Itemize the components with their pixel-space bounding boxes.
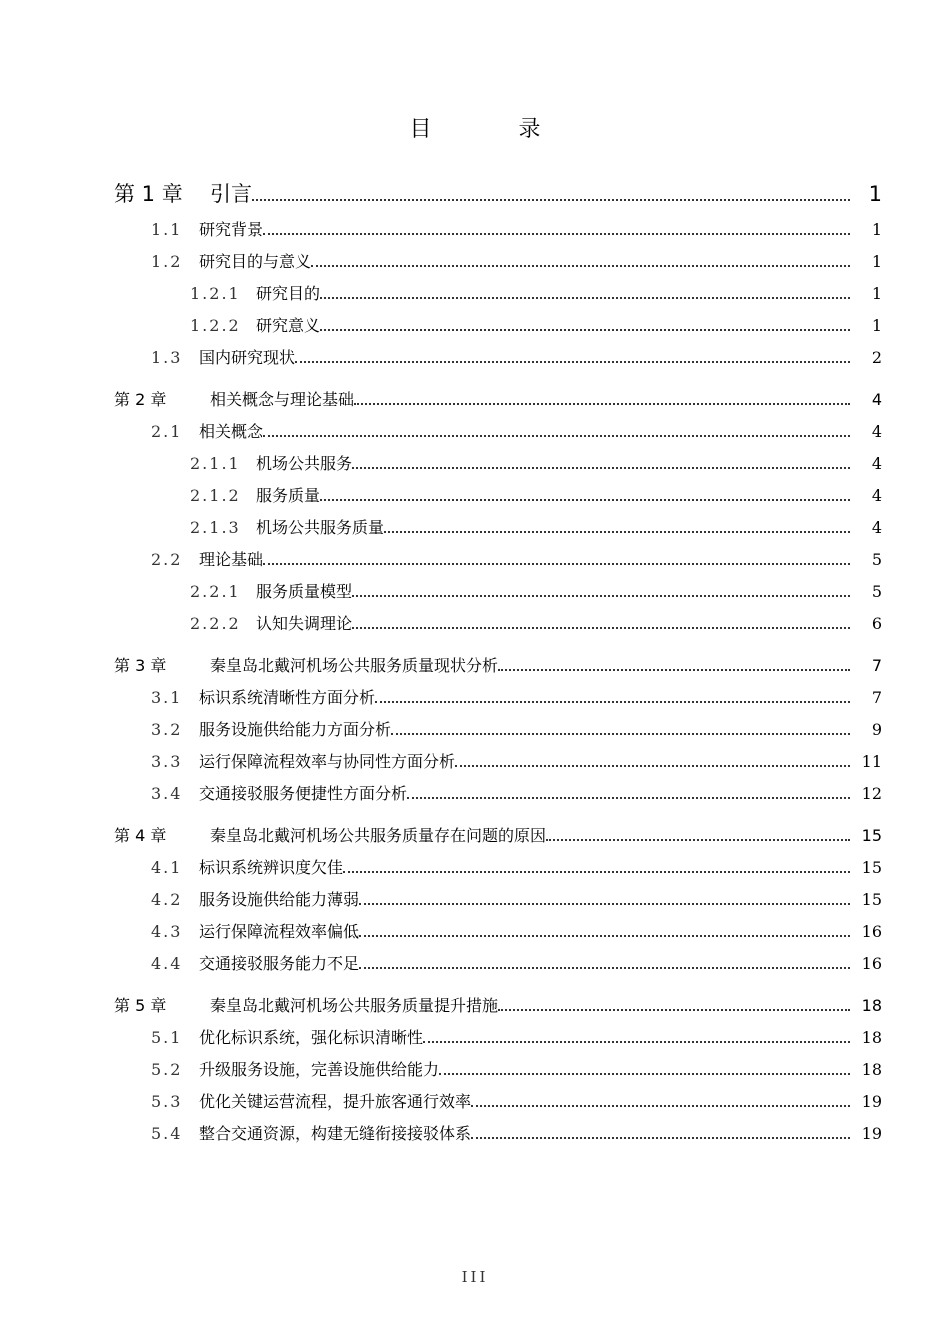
toc-entry-number: 1.2.2	[190, 316, 241, 335]
toc-leader-dots	[471, 1105, 850, 1107]
toc-entry-page: 15	[861, 890, 882, 909]
toc-leader-dots	[343, 871, 850, 873]
toc-leader-dots	[263, 435, 850, 437]
toc-entry-page: 18	[861, 1028, 882, 1047]
toc-subsection-entry[interactable]	[0, 308, 950, 336]
toc-leader-dots	[375, 701, 850, 703]
toc-leader-dots	[359, 935, 850, 937]
toc-entry-number: 2.1	[151, 422, 183, 441]
toc-leader-dots	[320, 329, 850, 331]
toc-section-entry[interactable]	[0, 1084, 950, 1112]
toc-entry-page: 5	[871, 582, 882, 601]
toc-chapter-entry[interactable]	[0, 178, 950, 206]
toc-leader-dots	[252, 199, 850, 201]
toc-entry-number: 3.2	[151, 720, 183, 739]
toc-entry-page: 2	[871, 348, 882, 367]
toc-entry-title: 机场公共服务	[256, 454, 353, 473]
toc-entry-page: 5	[871, 550, 882, 569]
toc-chapter-entry[interactable]	[0, 648, 950, 676]
toc-section-entry[interactable]	[0, 414, 950, 442]
toc-entry-number: 4.1	[151, 858, 183, 877]
toc-entry-number: 第 2 章	[114, 390, 167, 409]
toc-entry-number: 5.2	[151, 1060, 183, 1079]
page-number-footer: III	[461, 1268, 489, 1286]
toc-entry-page: 4	[871, 422, 882, 441]
toc-entry-number: 5.1	[151, 1028, 183, 1047]
toc-entry-title: 运行保障流程效率偏低	[199, 922, 360, 941]
toc-leader-dots	[384, 531, 850, 533]
toc-section-entry[interactable]	[0, 850, 950, 878]
toc-entry-page: 12	[861, 784, 882, 803]
toc-entry-title: 机场公共服务质量	[256, 518, 385, 537]
toc-entry-page: 7	[871, 688, 882, 707]
toc-entry-title: 升级服务设施，完善设施供给能力	[199, 1060, 440, 1079]
toc-entry-number: 1.1	[151, 220, 183, 239]
toc-entry-title: 秦皇岛北戴河机场公共服务质量现状分析	[210, 656, 499, 675]
toc-entry-title: 相关概念与理论基础	[210, 390, 355, 409]
toc-entry-page: 1	[871, 284, 882, 303]
toc-leader-dots	[391, 733, 850, 735]
toc-entry-title: 交通接驳服务便捷性方面分析	[199, 784, 408, 803]
toc-entry-page: 19	[861, 1124, 882, 1143]
toc-entry-number: 5.3	[151, 1092, 183, 1111]
toc-entry-title: 引言	[210, 182, 252, 206]
toc-entry-page: 15	[861, 826, 882, 845]
toc-subsection-entry[interactable]	[0, 574, 950, 602]
toc-entry-number: 2.2	[151, 550, 183, 569]
toc-subsection-entry[interactable]	[0, 478, 950, 506]
toc-section-entry[interactable]	[0, 914, 950, 942]
toc-entry-title: 服务质量模型	[256, 582, 353, 601]
toc-leader-dots	[423, 1041, 850, 1043]
toc-leader-dots	[263, 233, 850, 235]
toc-leader-dots	[320, 499, 850, 501]
toc-leader-dots	[352, 627, 850, 629]
toc-entry-number: 4.4	[151, 954, 183, 973]
toc-entry-title: 标识系统清晰性方面分析	[199, 688, 376, 707]
toc-leader-dots	[359, 903, 850, 905]
toc-section-entry[interactable]	[0, 1020, 950, 1048]
toc-entry-page: 9	[871, 720, 882, 739]
toc-entry-page: 4	[871, 486, 882, 505]
toc-section-entry[interactable]	[0, 340, 950, 368]
toc-leader-dots	[498, 1009, 850, 1011]
toc-entry-title: 国内研究现状	[199, 348, 296, 367]
toc-entry-page: 7	[871, 656, 882, 675]
toc-entry-number: 1.2.1	[190, 284, 241, 303]
toc-section-entry[interactable]	[0, 1052, 950, 1080]
toc-entry-page: 1	[871, 316, 882, 335]
toc-entry-title: 运行保障流程效率与协同性方面分析	[199, 752, 456, 771]
toc-entry-page: 19	[861, 1092, 882, 1111]
toc-entry-title: 研究背景	[199, 220, 264, 239]
toc-entry-number: 2.2.1	[190, 582, 241, 601]
toc-leader-dots	[354, 403, 850, 405]
toc-entry-title: 认知失调理论	[256, 614, 353, 633]
toc-entry-page: 1	[871, 220, 882, 239]
toc-entry-title: 服务设施供给能力薄弱	[199, 890, 360, 909]
toc-entry-title: 服务质量	[256, 486, 321, 505]
toc-section-entry[interactable]	[0, 744, 950, 772]
toc-entry-page: 15	[861, 858, 882, 877]
toc-entry-number: 2.1.1	[190, 454, 241, 473]
toc-entry-page: 11	[861, 752, 882, 771]
toc-entry-title: 秦皇岛北戴河机场公共服务质量提升措施	[210, 996, 499, 1015]
toc-chapter-entry[interactable]	[0, 988, 950, 1016]
toc-leader-dots	[263, 563, 850, 565]
toc-leader-dots	[359, 967, 850, 969]
toc-section-entry[interactable]	[0, 776, 950, 804]
toc-entry-number: 5.4	[151, 1124, 183, 1143]
toc-entry-number: 2.1.3	[190, 518, 241, 537]
toc-entry-title: 交通接驳服务能力不足	[199, 954, 360, 973]
toc-entry-title: 优化关键运营流程，提升旅客通行效率	[199, 1092, 472, 1111]
toc-entry-number: 2.2.2	[190, 614, 241, 633]
toc-entry-page: 6	[871, 614, 882, 633]
toc-leader-dots	[439, 1073, 850, 1075]
toc-entry-page: 1	[871, 252, 882, 271]
toc-entry-title: 研究目的	[256, 284, 321, 303]
toc-entry-title: 相关概念	[199, 422, 264, 441]
toc-leader-dots	[320, 297, 850, 299]
toc-section-entry[interactable]	[0, 1116, 950, 1144]
toc-leader-dots	[352, 595, 850, 597]
toc-entry-page: 18	[861, 1060, 882, 1079]
toc-leader-dots	[352, 467, 850, 469]
toc-section-entry[interactable]	[0, 212, 950, 240]
toc-entry-title: 整合交通资源，构建无缝衔接接驳体系	[199, 1124, 472, 1143]
toc-entry-number: 第 1 章	[114, 182, 183, 206]
toc-entry-title: 优化标识系统，强化标识清晰性	[199, 1028, 424, 1047]
toc-section-entry[interactable]	[0, 542, 950, 570]
toc-subsection-entry[interactable]	[0, 446, 950, 474]
toc-entry-number: 1.2	[151, 252, 183, 271]
toc-leader-dots	[471, 1137, 850, 1139]
toc-entry-title: 研究目的与意义	[199, 252, 312, 271]
toc-leader-dots	[455, 765, 850, 767]
toc-entry-title: 服务设施供给能力方面分析	[199, 720, 392, 739]
toc-entry-number: 第 5 章	[114, 996, 167, 1015]
toc-section-entry[interactable]	[0, 244, 950, 272]
toc-subsection-entry[interactable]	[0, 276, 950, 304]
toc-leader-dots	[311, 265, 850, 267]
toc-chapter-entry[interactable]	[0, 382, 950, 410]
page-title: 目 录	[409, 117, 581, 142]
toc-entry-page: 16	[861, 954, 882, 973]
toc-leader-dots	[498, 669, 850, 671]
toc-entry-title: 理论基础	[199, 550, 264, 569]
toc-entry-title: 研究意义	[256, 316, 321, 335]
toc-section-entry[interactable]	[0, 680, 950, 708]
toc-entry-page: 4	[871, 518, 882, 537]
toc-entry-number: 3.3	[151, 752, 183, 771]
toc-subsection-entry[interactable]	[0, 606, 950, 634]
toc-entry-number: 3.1	[151, 688, 183, 707]
toc-entry-page: 18	[861, 996, 882, 1015]
toc-entry-number: 2.1.2	[190, 486, 241, 505]
toc-entry-number: 1.3	[151, 348, 183, 367]
toc-entry-number: 第 3 章	[114, 656, 167, 675]
toc-entry-page: 16	[861, 922, 882, 941]
toc-leader-dots	[295, 361, 850, 363]
toc-entry-number: 3.4	[151, 784, 183, 803]
toc-entry-number: 4.3	[151, 922, 183, 941]
toc-entry-title: 标识系统辨识度欠佳	[199, 858, 344, 877]
toc-subsection-entry[interactable]	[0, 510, 950, 538]
toc-entry-number: 4.2	[151, 890, 183, 909]
toc-entry-number: 第 4 章	[114, 826, 167, 845]
toc-entry-page: 4	[871, 390, 882, 409]
toc-section-entry[interactable]	[0, 946, 950, 974]
toc-leader-dots	[407, 797, 850, 799]
toc-entry-title: 秦皇岛北戴河机场公共服务质量存在问题的原因	[210, 826, 547, 845]
toc-chapter-entry[interactable]	[0, 818, 950, 846]
toc-entry-page: 4	[871, 454, 882, 473]
toc-section-entry[interactable]	[0, 712, 950, 740]
toc-section-entry[interactable]	[0, 882, 950, 910]
toc-entry-page: 1	[868, 182, 882, 206]
toc-leader-dots	[546, 839, 850, 841]
